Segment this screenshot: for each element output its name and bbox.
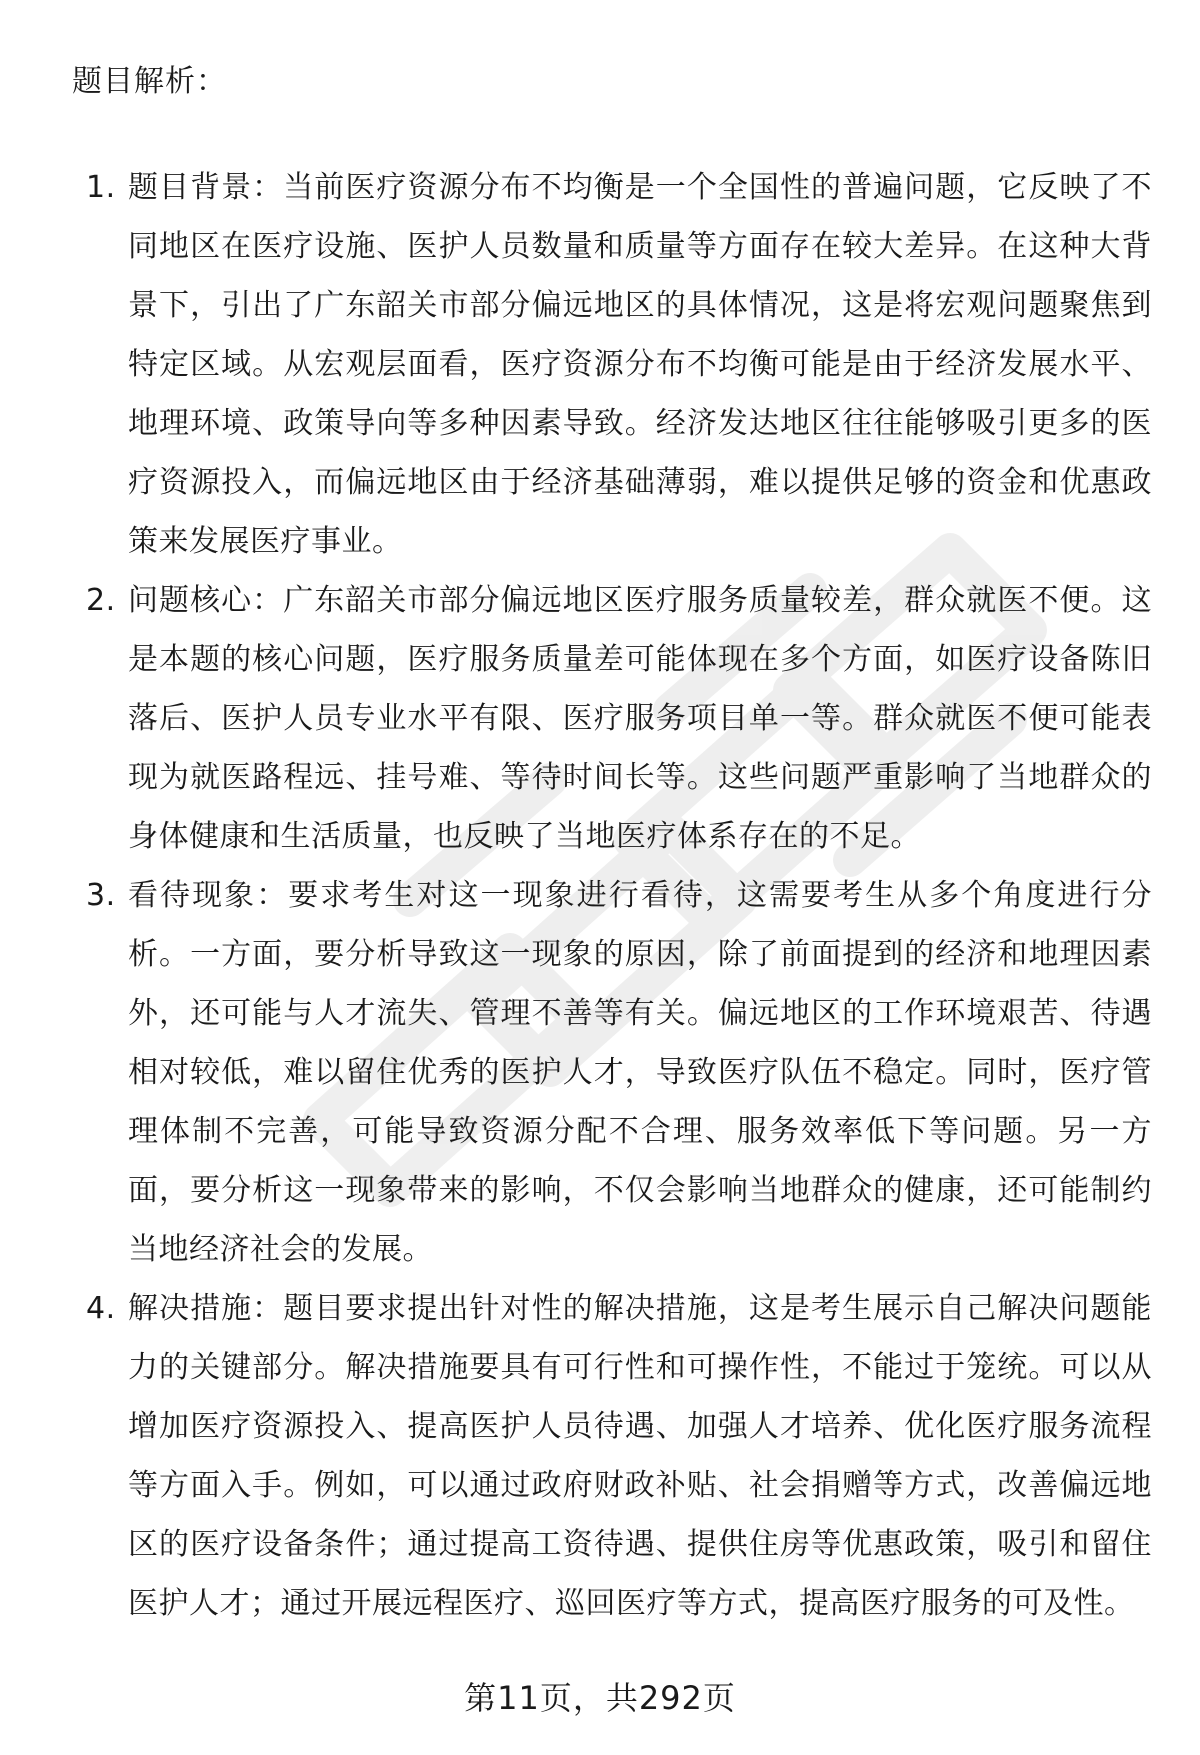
list-item-text: 问题核心：广东韶关市部分偏远地区医疗服务质量较差，群众就医不便。这是本题的核心问题，医疗服务质量差可能体现在多个方面，如医疗设备陈旧落后、医护人员专业水平有限、医疗服务项目单一等。群众就医不便可能表现为就医路程远、挂号难、等待时间长等。这些问题严重影响了当地群众的身体健康和生活质量，也反映了当地医疗体系存在的不足。 [128, 583, 1152, 854]
analysis-list [72, 158, 1152, 1633]
list-item-number: 4. [86, 1291, 116, 1326]
list-item-number: 1. [86, 170, 116, 205]
list-item [72, 866, 1152, 1279]
list-item [72, 158, 1152, 571]
list-item-number: 3. [86, 878, 116, 913]
page-heading: 题目解析： [72, 64, 227, 99]
list-item-number: 2. [86, 583, 116, 618]
list-item-text: 解决措施：题目要求提出针对性的解决措施，这是考生展示自己解决问题能力的关键部分。解决措施要具有可行性和可操作性，不能过于笼统。可以从增加医疗资源投入、提高医护人员待遇、加强人才培养、优化医疗服务流程等方面入手。例如，可以通过政府财政补贴、社会捐赠等方式，改善偏远地区的医疗设备条件；通过提高工资待遇、提供住房等优惠政策，吸引和留住医护人才；通过开展远程医疗、巡回医疗等方式，提高医疗服务的可及性。 [128, 1291, 1152, 1621]
list-item-text: 题目背景：当前医疗资源分布不均衡是一个全国性的普遍问题，它反映了不同地区在医疗设施、医护人员数量和质量等方面存在较大差异。在这种大背景下，引出了广东韶关市部分偏远地区的具体情况，这是将宏观问题聚焦到特定区域。从宏观层面看，医疗资源分布不均衡可能是由于经济发展水平、地理环境、政策导向等多种因素导致。经济发达地区往往能够吸引更多的医疗资源投入，而偏远地区由于经济基础薄弱，难以提供足够的资金和优惠政策来发展医疗事业。 [128, 170, 1152, 559]
list-item-text: 看待现象：要求考生对这一现象进行看待，这需要考生从多个角度进行分析。一方面，要分析导致这一现象的原因，除了前面提到的经济和地理因素外，还可能与人才流失、管理不善等有关。偏远地区的工作环境艰苦、待遇相对较低，难以留住优秀的医护人才，导致医疗队伍不稳定。同时，医疗管理体制不完善，可能导致资源分配不合理、服务效率低下等问题。另一方面，要分析这一现象带来的影响，不仅会影响当地群众的健康，还可能制约当地经济社会的发展。 [128, 878, 1152, 1267]
page-number-footer: 第11页，共292页 [464, 1679, 736, 1717]
list-item [72, 1279, 1152, 1633]
list-item [72, 571, 1152, 866]
